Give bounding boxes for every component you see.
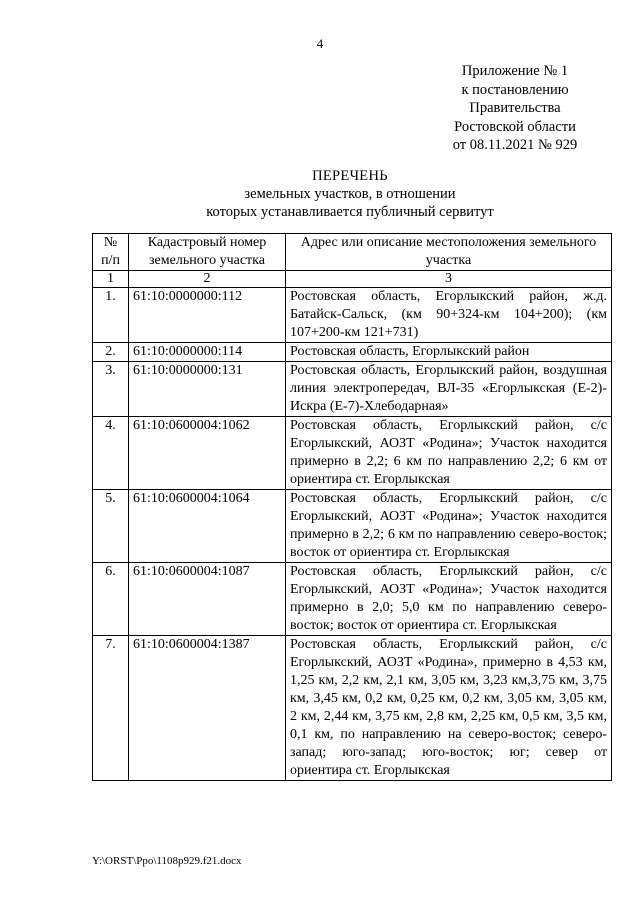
appendix-line: Правительства — [469, 100, 561, 116]
appendix-line: Приложение № 1 — [461, 63, 569, 79]
row-cadastral: 61:10:0600004:1387 — [129, 636, 286, 781]
appendix-line: к постановлению — [461, 81, 569, 98]
row-address: Ростовская область, Егорлыкский район — [286, 343, 612, 362]
row-cadastral: 61:10:0600004:1064 — [129, 490, 286, 563]
row-cadastral: 61:10:0000000:114 — [129, 343, 286, 362]
document-subtitle: земельных участков, в отношении — [244, 186, 456, 202]
table-header-row — [93, 234, 612, 271]
table-row — [93, 563, 612, 636]
row-num: 3. — [93, 362, 129, 417]
table-row — [93, 417, 612, 490]
appendix-block — [430, 62, 600, 155]
header-num: № п/п — [93, 234, 129, 271]
document-title: ПЕРЕЧЕНЬ — [312, 168, 388, 184]
row-cadastral: 61:10:0600004:1062 — [129, 417, 286, 490]
row-num: 7. — [93, 636, 129, 781]
title-block — [0, 167, 640, 221]
row-num: 4. — [93, 417, 129, 490]
appendix-line: Ростовской области — [454, 118, 576, 135]
row-address: Ростовская область, Егорлыкский район, ж.д. Батайск-Сальск, (км 90+324-км 104+200); (км 107+200-км 121+731) — [286, 288, 612, 343]
table-row — [93, 343, 612, 362]
row-cadastral: 61:10:0000000:131 — [129, 362, 286, 417]
table-row — [93, 362, 612, 417]
row-address: Ростовская область, Егорлыкский район, с/с Егорлыкский, АОЗТ «Родина»; Участок находится примерно в 2,2; 6 км по направлению 2,2; 6 км от ориентира ст. Егорлыкская — [286, 417, 612, 490]
row-num: 1. — [93, 288, 129, 343]
column-number: 2 — [129, 271, 286, 288]
table-row — [93, 490, 612, 563]
column-number: 3 — [286, 271, 612, 288]
table-row — [93, 636, 612, 781]
row-address: Ростовская область, Егорлыкский район, с/с Егорлыкский, АОЗТ «Родина»; Участок находится примерно в 2,0; 5,0 км по направлению северо-восток; восток от ориентира ст. Егорлыкская — [286, 563, 612, 636]
row-num: 6. — [93, 563, 129, 636]
column-numbers-row — [93, 271, 612, 288]
row-cadastral: 61:10:0600004:1087 — [129, 563, 286, 636]
header-address: Адрес или описание местоположения земельного участка — [286, 234, 612, 271]
row-address: Ростовская область, Егорлыкский район, с/с Егорлыкский, АОЗТ «Родина»; Участок находится примерно в 2,2; 6 км по направлению северо-восток; восток от ориентира ст. Егорлыкская — [286, 490, 612, 563]
table-row — [93, 288, 612, 343]
document-subtitle: которых устанавливается публичный сервитут — [206, 204, 494, 220]
column-number: 1 — [93, 271, 129, 288]
row-address: Ростовская область, Егорлыкский район, с/с Егорлыкский, АОЗТ «Родина», примерно в 4,53 км, 1,25 км, 2,2 км, 2,1 км, 3,05 км, 3,23 км,3,75 км, 3,75 км, 3,45 км, 0,2 км, 0,25 км, 0,2 км, 3,05 км, 3,05 км, 2 км, 2,44 км, 3,75 км, 2,8 км, 2,25 км, 0,5 км, 3,5 км, 0,1 км, по направлению на северо-восток; северо-запад; юго-запад; юго-восток; юг; север от ориентира ст. Егорлыкская — [286, 636, 612, 781]
appendix-line: от 08.11.2021 № 929 — [452, 137, 578, 153]
row-num: 2. — [93, 343, 129, 362]
land-plots-table — [92, 233, 612, 781]
file-path-footer: Y:\ORST\Ppo\1108p929.f21.docx — [92, 855, 242, 867]
page-number: 4 — [316, 36, 324, 51]
row-num: 5. — [93, 490, 129, 563]
header-cadastral: Кадастровый номер земельного участка — [129, 234, 286, 271]
row-cadastral: 61:10:0000000:112 — [129, 288, 286, 343]
row-address: Ростовская область, Егорлыкский район, воздушная линия электропередач, ВЛ-35 «Егорлыкская (Е-2)-Искра (Е-7)-Хлебодарная» — [286, 362, 612, 417]
